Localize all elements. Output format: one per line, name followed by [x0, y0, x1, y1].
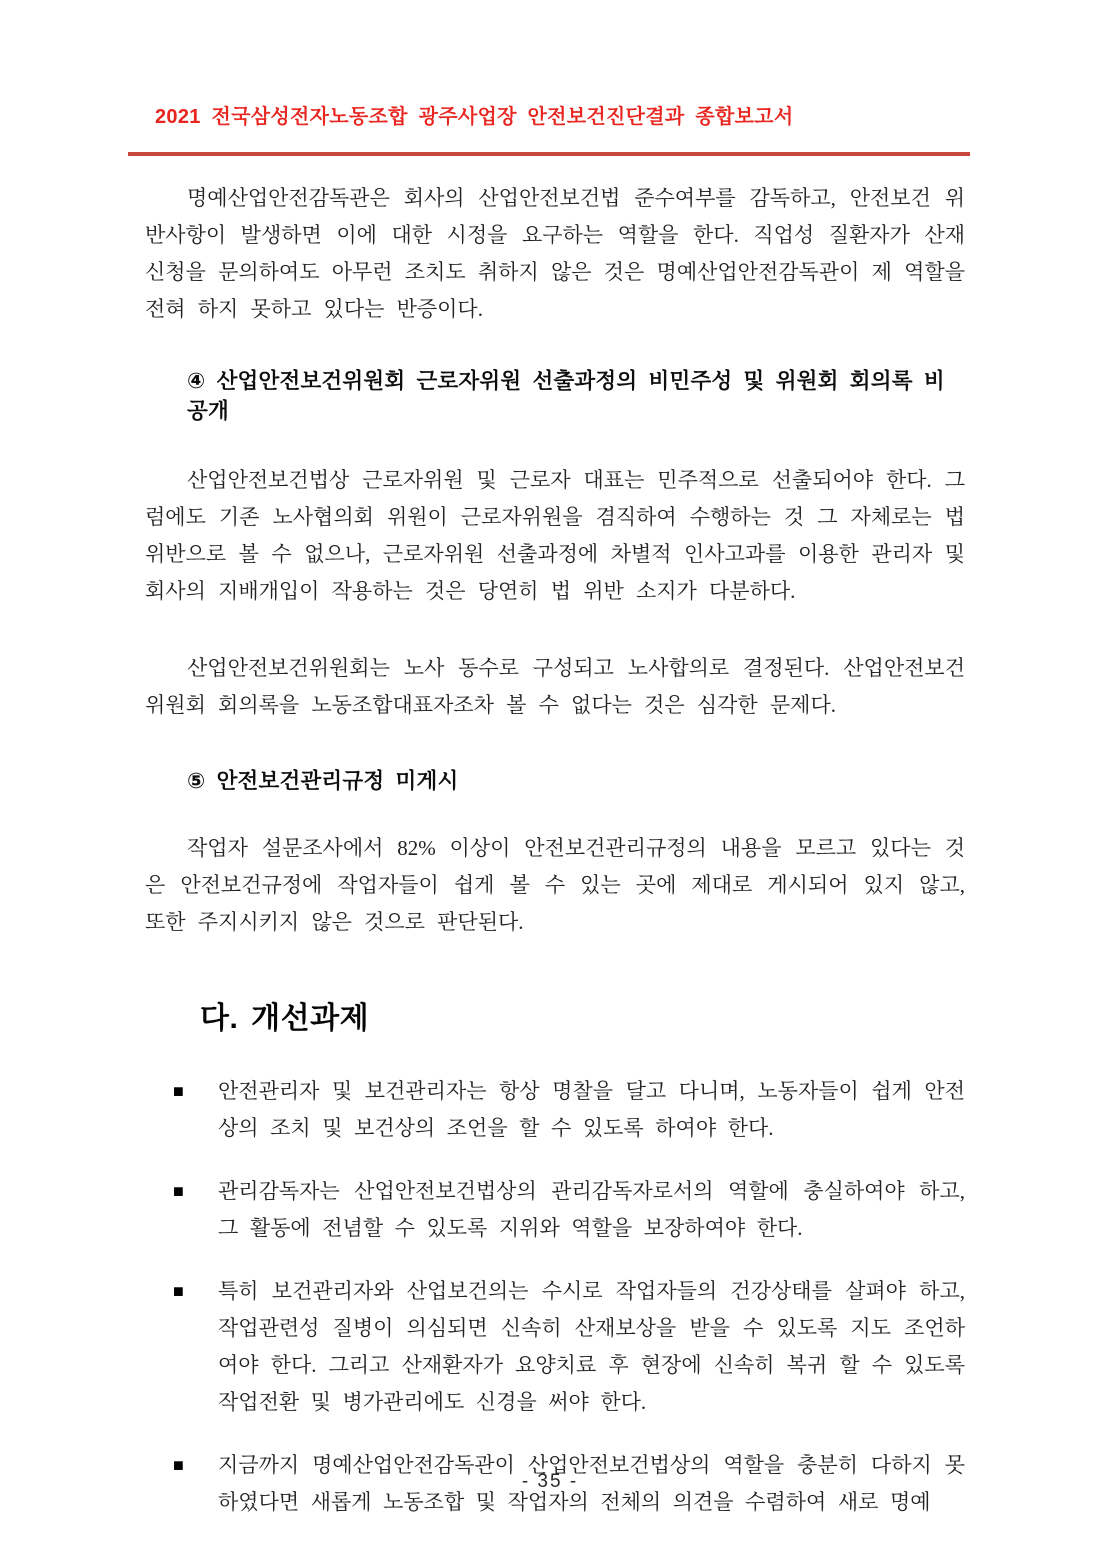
paragraph-rules-posting: 작업자 설문조사에서 82% 이상이 안전보건관리규정의 내용을 모르고 있다는 것은 안전보건규정에 작업자들이 쉽게 볼 수 있는 곳에 제대로 게시되어 있지 않고, 또한 주지시키지 않은 것으로 판단된다. [145, 836, 965, 934]
paragraph-honorary-inspector: 명예산업안전감독관은 회사의 산업안전보건법 준수여부를 감독하고, 안전보건 위반사항이 발생하면 이에 대한 시정을 요구하는 역할을 한다. 직업성 질환자가 산재 신청을 문의하여도 아무런 조치도 취하지 않은 것은 명예산업안전감독관이 제 역할을 전혀 하지 못하고 있다는 반증이다. [145, 186, 965, 321]
paragraph-committee-election: 산업안전보건법상 근로자위원 및 근로자 대표는 민주적으로 선출되어야 한다. 그럼에도 기존 노사협의회 위원이 근로자위원을 겸직하여 수행하는 것 그 자체로는 법위반으로 볼 수 없으나, 근로자위원 선출과정에 차별적 인사고과를 이용한 관리자 및 회사의 지배개입이 작용하는 것은 당연히 법 위반 소지가 다분하다. [145, 468, 965, 603]
square-bullet-icon: ■ [173, 1081, 184, 1101]
square-bullet-icon: ■ [173, 1455, 184, 1475]
improvement-item [173, 1173, 965, 1247]
page-footer [0, 1471, 1100, 1493]
page-number: - 35 - [521, 1471, 579, 1492]
section-heading-improvements: 다. 개선과제 [200, 1002, 370, 1035]
square-bullet-icon: ■ [173, 1281, 184, 1301]
improvement-item [173, 1073, 965, 1147]
improvement-item [173, 1273, 965, 1421]
report-header [145, 104, 965, 156]
report-header-title: 2021 전국삼성전자노동조합 광주사업장 안전보건진단결과 종합보고서 [155, 106, 794, 128]
paragraph-committee-minutes: 산업안전보건위원회는 노사 동수로 구성되고 노사합의로 결정된다. 산업안전보건위원회 회의록을 노동조합대표자조차 볼 수 없다는 것은 심각한 문제다. [145, 656, 965, 717]
improvement-list [145, 1073, 965, 1521]
header-divider-line [128, 152, 970, 156]
improvement-item-text: 관리감독자는 산업안전보건법상의 관리감독자로서의 역할에 충실하여야 하고, 그 활동에 전념할 수 있도록 지위와 역할을 보장하여야 한다. [218, 1179, 965, 1240]
subsection-heading-committee: ④ 산업안전보건위원회 근로자위원 선출과정의 비민주성 및 위원회 회의록 비공개 [187, 369, 945, 423]
improvement-item-text: 지금까지 명예산업안전감독관이 산업안전보건법상의 역할을 충분히 다하지 못하였다면 새롭게 노동조합 및 작업자의 전체의 의견을 수렴하여 새로 명예 [218, 1453, 965, 1514]
subsection-heading-rules: ⑤ 안전보건관리규정 미게시 [187, 769, 459, 793]
square-bullet-icon: ■ [173, 1181, 184, 1201]
improvement-item-text: 안전관리자 및 보건관리자는 항상 명찰을 달고 다니며, 노동자들이 쉽게 안전상의 조치 및 보건상의 조언을 할 수 있도록 하여야 한다. [218, 1079, 965, 1140]
improvement-item-text: 특히 보건관리자와 산업보건의는 수시로 작업자들의 건강상태를 살펴야 하고, 작업관련성 질병이 의심되면 신속히 산재보상을 받을 수 있도록 지도 조언하여야 한다. 그리고 산재환자가 요양치료 후 현장에 신속히 복귀 할 수 있도록 작업전환 및 병가관리에도 신경을 써야 한다. [218, 1279, 965, 1414]
